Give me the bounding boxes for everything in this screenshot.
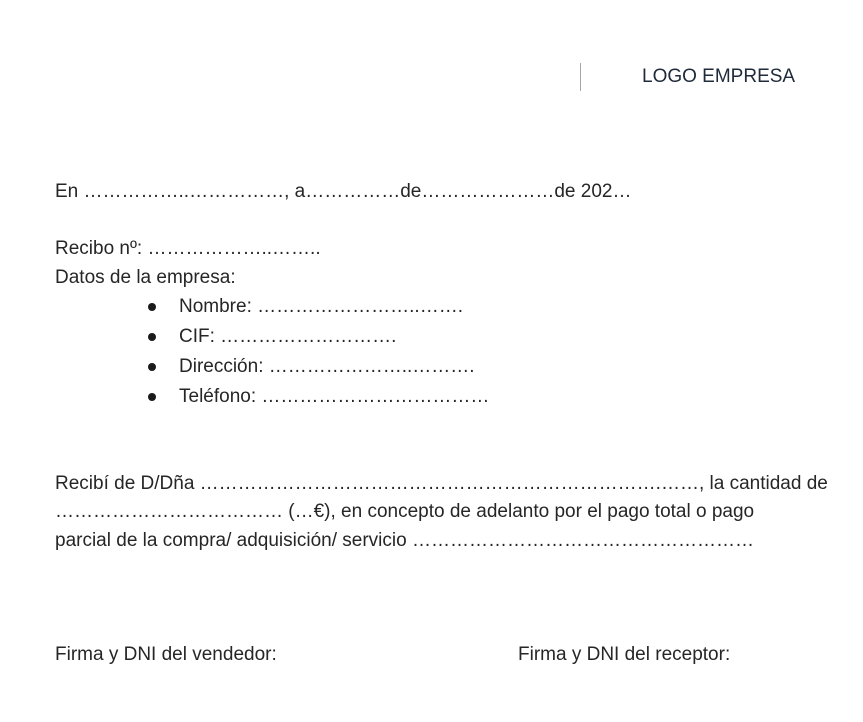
receipt-paragraph-line-2: ……………………………… (…€), en concepto de adelanto por el pago total o pago	[55, 501, 755, 522]
company-phone-field: Teléfono: ………………………………	[179, 386, 490, 407]
bullet-icon	[148, 333, 156, 341]
company-cif-field: CIF: ……………………….	[179, 326, 397, 347]
company-name-field: Nombre: ……………………..…….	[179, 296, 463, 317]
seller-signature-label: Firma y DNI del vendedor:	[55, 644, 277, 665]
company-address-field: Dirección: …………………..……….	[179, 356, 475, 377]
receipt-paragraph-line-1: Recibí de D/Dña ……………………………………………………………….……, la cantidad de	[55, 473, 828, 494]
receiver-signature-label: Firma y DNI del receptor:	[518, 644, 731, 665]
bullet-icon	[148, 363, 156, 371]
place-date-line: En ……………..……………, a……………de…………………de 202…	[55, 181, 632, 202]
bullet-icon	[148, 303, 156, 311]
company-logo-placeholder: LOGO EMPRESA	[642, 66, 796, 87]
header-divider	[580, 63, 581, 91]
receipt-paragraph-line-3: parcial de la compra/ adquisición/ servicio ………………………………………………	[55, 530, 754, 551]
company-data-heading: Datos de la empresa:	[55, 267, 236, 288]
receipt-number-line: Recibo nº: ………………..……..	[55, 238, 321, 259]
bullet-icon	[148, 393, 156, 401]
